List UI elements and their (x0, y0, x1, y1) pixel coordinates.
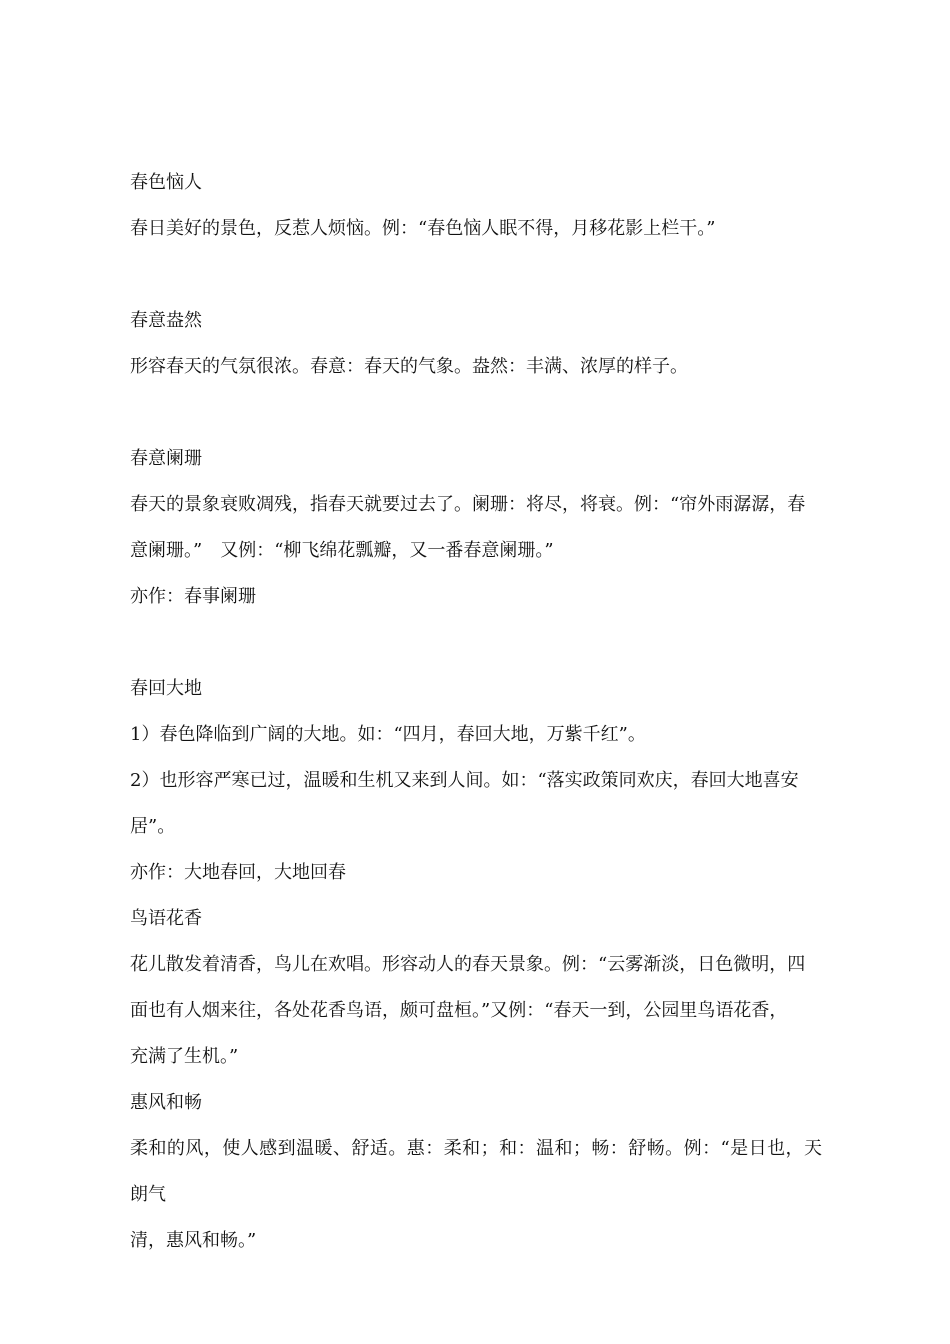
entry-definition-line: 意阑珊。” 又例：“柳飞绵花瓢瓣，又一番春意阑珊。” (130, 540, 554, 561)
entry-definition-line: 形容春天的气氛很浓。春意：春天的气象。盎然：丰满、浓厚的样子。 (130, 356, 688, 377)
entry-definition-line: 花儿散发着清香，鸟儿在欢唱。形容动人的春天景象。例：“云雾渐淡，日色微明，四 (130, 954, 806, 975)
entry-chunhui-dadi (130, 666, 822, 896)
entry-huifeng-hechang (130, 1080, 822, 1264)
entry-definition-line: 春日美好的景色，反惹人烦恼。例：“春色恼人眠不得，月移花影上栏干。” (130, 218, 716, 239)
entry-chunyi-angran (130, 298, 822, 390)
entry-definition-line: 柔和的风，使人感到温暖、舒适。惠：柔和；和：温和；畅：舒畅。例：“是日也，天朗气 (130, 1138, 822, 1205)
entry-definition-line: 面也有人烟来往，各处花香鸟语，颇可盘桓。”又例：“春天一到，公园里鸟语花香， (130, 1000, 788, 1021)
entry-title: 春色恼人 (130, 172, 202, 193)
entry-chunyi-lanshan (130, 436, 822, 620)
entry-definition-line: 充满了生机。” (130, 1046, 239, 1067)
entry-niaoyu-huaxiang (130, 896, 822, 1080)
entry-title: 鸟语花香 (130, 908, 202, 929)
entry-variant-line: 亦作：春事阑珊 (130, 586, 256, 607)
entry-definition-line: 1）春色降临到广阔的大地。如：“四月，春回大地，万紫千红”。 (130, 724, 646, 745)
entry-definition-line: 春天的景象衰败凋残，指春天就要过去了。阑珊：将尽，将衰。例：“帘外雨潺潺，春 (130, 494, 806, 515)
entry-chunse-naoren (130, 160, 822, 252)
entry-definition-line: 2）也形容严寒已过，温暖和生机又来到人间。如：“落实政策同欢庆，春回大地喜安 (130, 770, 799, 791)
entry-definition-line: 清，惠风和畅。” (130, 1230, 257, 1251)
document-page (130, 160, 822, 1264)
entry-variant-line: 亦作：大地春回，大地回春 (130, 862, 346, 883)
entry-title: 春回大地 (130, 678, 202, 699)
entry-title: 春意阑珊 (130, 448, 202, 469)
entry-title: 惠风和畅 (130, 1092, 202, 1113)
entry-title: 春意盎然 (130, 310, 202, 331)
spacer (130, 390, 822, 436)
entry-definition-line: 居”。 (130, 816, 176, 837)
spacer (130, 620, 822, 666)
spacer (130, 252, 822, 298)
